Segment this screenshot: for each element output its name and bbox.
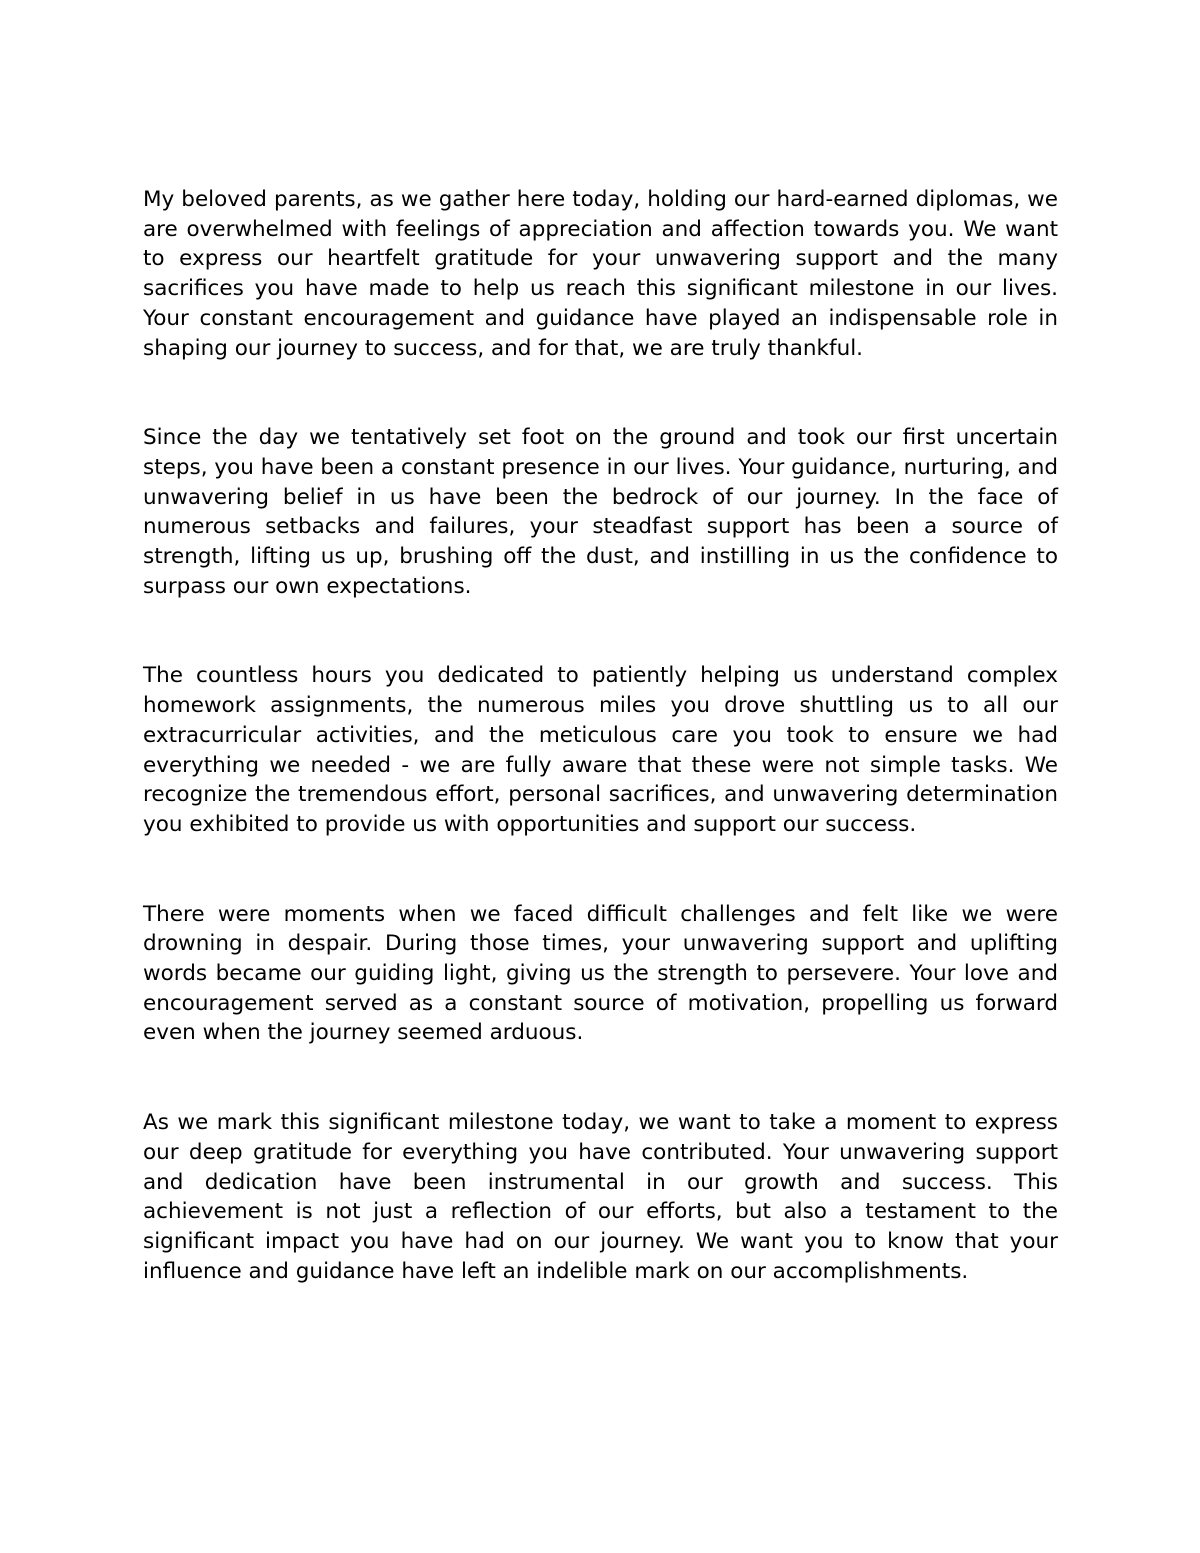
- document-body: [143, 185, 1058, 1286]
- paragraph-5: As we mark this significant milestone today, we want to take a moment to express our deep gratitude for everything you have contributed. Your unwavering support and dedication have been instrumental in our growth and success. This achievement is not just a reflection of our efforts, but also a testament to the significant impact you have had on our journey. We want you to know that your influence and guidance have left an indelible mark on our accomplishments.: [143, 1110, 1058, 1284]
- paragraph-4: There were moments when we faced difficult challenges and felt like we were drowning in despair. During those times, your unwavering support and uplifting words became our guiding light, giving us the strength to persevere. Your love and encouragement served as a constant source of motivation, propelling us forward even when the journey seemed arduous.: [143, 901, 1058, 1046]
- paragraph-3: The countless hours you dedicated to patiently helping us understand complex homework assignments, the numerous miles you drove shuttling us to all our extracurricular activities, and the meticulous care you took to ensure we had everything we needed - we are fully aware that these were not simple tasks. We recognize the tremendous effort, personal sacrifices, and unwavering determination you exhibited to provide us with opportunities and support our success.: [143, 663, 1058, 837]
- paragraph-2: Since the day we tentatively set foot on the ground and took our first uncertain steps, you have been a constant presence in our lives. Your guidance, nurturing, and unwavering belief in us have been the bedrock of our journey. In the face of numerous setbacks and failures, your steadfast support has been a source of strength, lifting us up, brushing off the dust, and instilling in us the confidence to surpass our own expectations.: [143, 425, 1058, 599]
- paragraph-1: My beloved parents, as we gather here today, holding our hard-earned diplomas, we are overwhelmed with feelings of appreciation and affection towards you. We want to express our heartfelt gratitude for your unwavering support and the many sacrifices you have made to help us reach this significant milestone in our lives. Your constant encouragement and guidance have played an indispensable role in shaping our journey to success, and for that, we are truly thankful.: [143, 187, 1058, 361]
